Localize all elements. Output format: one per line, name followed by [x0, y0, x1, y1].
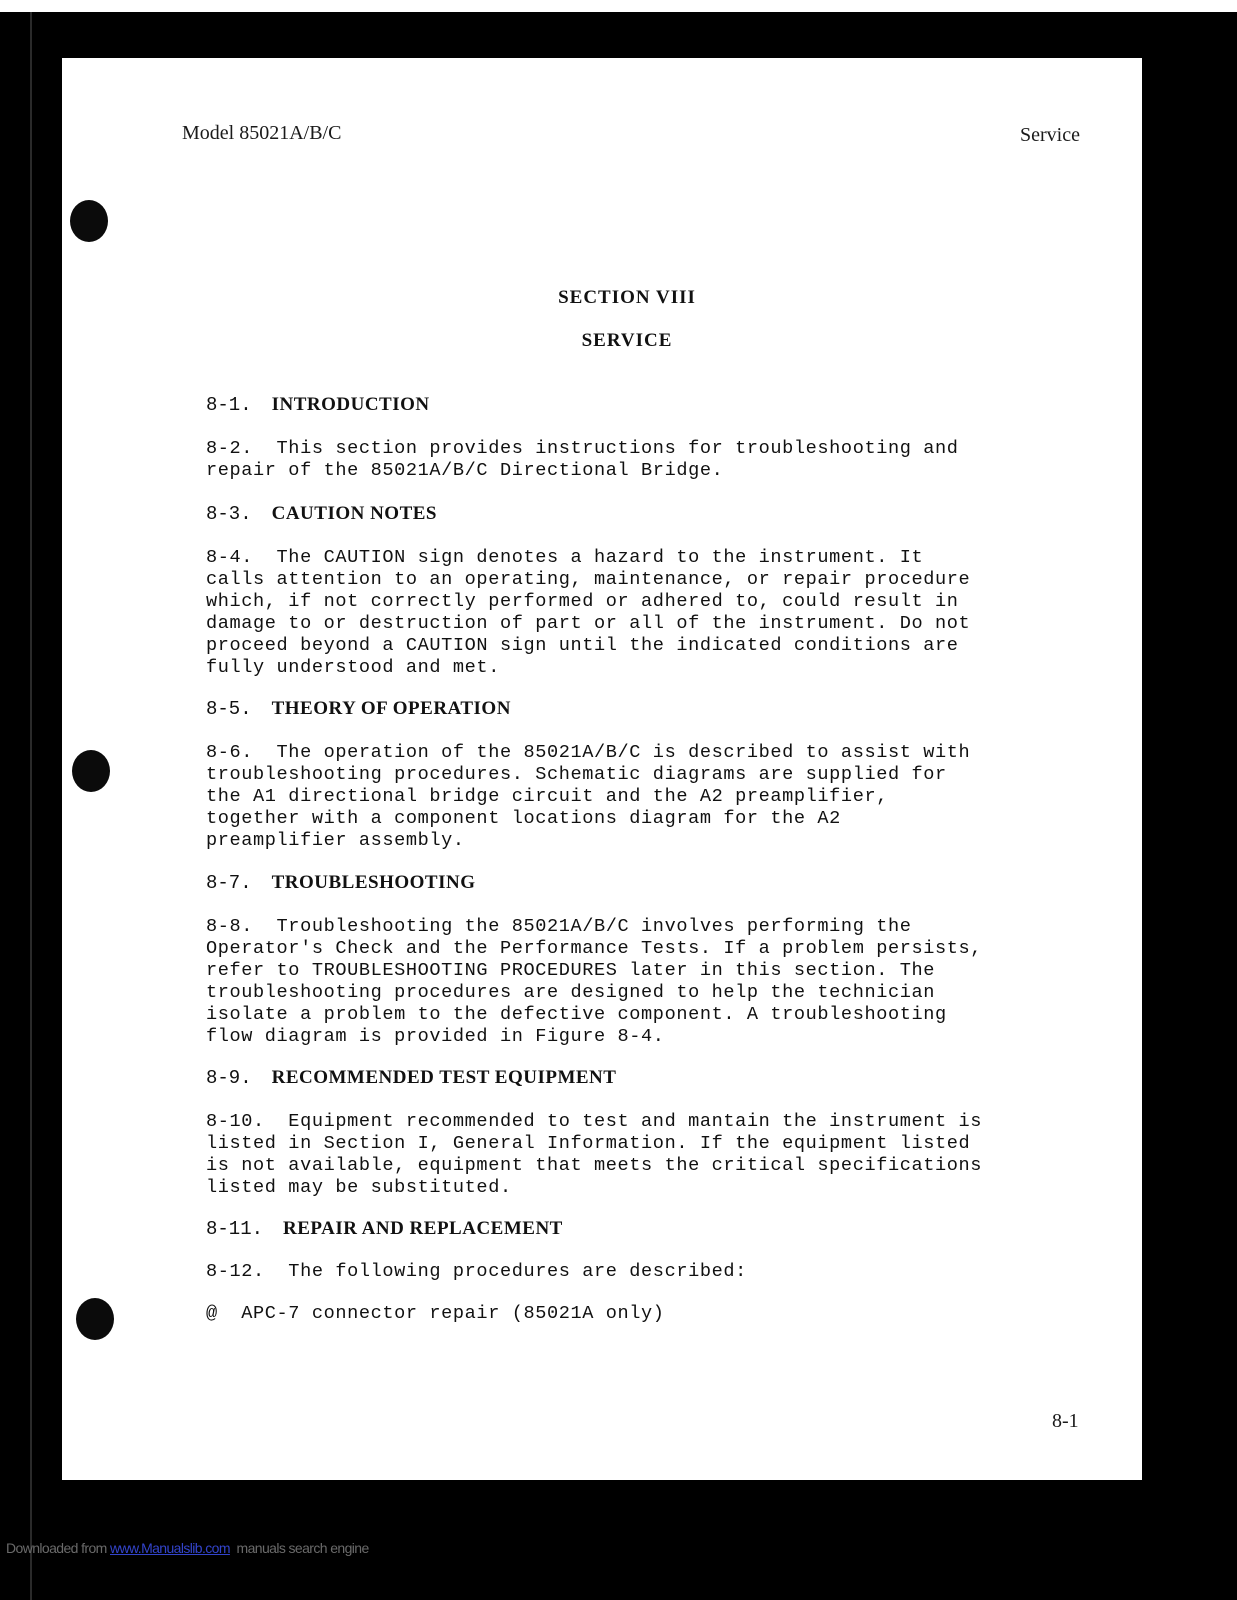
scan-edge-line [30, 12, 32, 1600]
heading-recommended-test-equipment [206, 1067, 616, 1089]
heading-introduction [206, 394, 430, 416]
paragraph-8-12: 8-12. The following procedures are described: [206, 1261, 747, 1282]
heading-number: 8-7. [206, 872, 252, 894]
punch-hole [76, 1298, 114, 1340]
heading-title: CAUTION NOTES [271, 503, 438, 524]
paragraph-8-4: 8-4. The CAUTION sign denotes a hazard to the instrument. It calls attention to an operating, maintenance, or repair procedure which, if not correctly performed or adhered to, could result in damage to or destruction of part or all of the instrument. Do not proceed beyond a CAUTION sign until the indicated conditions are fully understood and met. [206, 547, 971, 678]
heading-caution-notes [206, 503, 437, 525]
heading-title: RECOMMENDED TEST EQUIPMENT [271, 1067, 617, 1088]
heading-troubleshooting [206, 872, 476, 894]
heading-title: INTRODUCTION [271, 394, 430, 415]
punch-hole [70, 200, 108, 242]
heading-number: 8-1. [206, 394, 252, 416]
footer-suffix: manuals search engine [229, 1540, 369, 1556]
section-name: SERVICE [581, 330, 673, 351]
manualslib-link[interactable]: www.Manualslib.com [110, 1540, 230, 1556]
heading-number: 8-3. [206, 503, 252, 525]
heading-number: 8-11. [206, 1218, 264, 1240]
heading-title: TROUBLESHOOTING [271, 872, 476, 893]
paragraph-8-10: 8-10. Equipment recommended to test and mantain the instrument is listed in Section I, General Information. If the equipment listed is not available, equipment that meets the critical specifications listed may be substituted. [206, 1111, 983, 1198]
paragraph-8-8: 8-8. Troubleshooting the 85021A/B/C involves performing the Operator's Check and the Performance Tests. If a problem persists, refer to TROUBLESHOOTING PROCEDURES later in this section. The troubleshooting procedures are designed to help the technician isolate a problem to the defective component. A troubleshooting flow diagram is provided in Figure 8-4. [206, 916, 983, 1047]
scan-top-band [0, 0, 1237, 12]
paragraph-8-2: 8-2. This section provides instructions for troubleshooting and repair of the 85021A/B/C Directional Bridge. [206, 438, 959, 481]
header-model: Model 85021A/B/C [182, 122, 342, 144]
page-number: 8-1 [1052, 1410, 1079, 1432]
list-item: @ APC-7 connector repair (85021A only) [206, 1303, 665, 1324]
paragraph-8-6: 8-6. The operation of the 85021A/B/C is described to assist with troubleshooting procedures. Schematic diagrams are supplied for the A1 directional bridge circuit and the A2 preamplifier, together with a component locations diagram for the A2 preamplifier assembly. [206, 742, 971, 851]
heading-repair-and-replacement [206, 1218, 563, 1240]
header-section: Service [1020, 124, 1080, 146]
punch-hole [72, 750, 110, 792]
document-page [62, 58, 1142, 1480]
heading-title: REPAIR AND REPLACEMENT [283, 1218, 563, 1239]
heading-number: 8-9. [206, 1067, 252, 1089]
heading-title: THEORY OF OPERATION [271, 698, 511, 719]
download-footer [6, 1540, 369, 1556]
heading-theory-of-operation [206, 698, 511, 720]
section-title: SECTION VIII [558, 287, 696, 308]
footer-prefix: Downloaded from [6, 1540, 111, 1556]
heading-number: 8-5. [206, 698, 252, 720]
